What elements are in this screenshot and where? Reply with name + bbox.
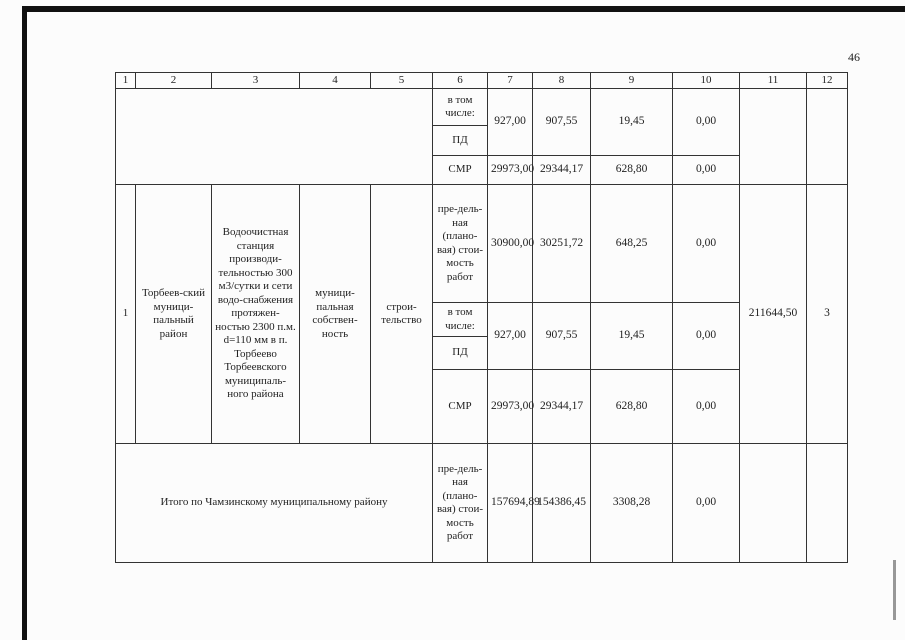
value-cell: 154386,45 — [533, 444, 591, 563]
header-cell: 7 — [488, 73, 533, 89]
header-cell: 1 — [116, 73, 136, 89]
value-cell: 29344,17 — [533, 370, 591, 444]
total-label: Итого по Чамзинскому муниципальному району — [116, 444, 433, 563]
empty-merged-cell — [116, 89, 433, 185]
total-cost-cell: 211644,50 — [740, 185, 807, 444]
scan-edge-top — [25, 6, 905, 12]
empty-cell — [807, 444, 848, 563]
value-cell: 29973,00 — [488, 156, 533, 185]
ownership-cell: муници-пальная собствен-ность — [300, 185, 371, 444]
header-cell: 9 — [591, 73, 673, 89]
total-row — [116, 444, 848, 563]
header-cell: 5 — [371, 73, 433, 89]
value-cell: 0,00 — [673, 89, 740, 156]
object-name-cell: Водоочистная станция производи-тельностью 300 м3/сутки и сети водо-снабжения протяжен-ностью 2300 п.м. d=110 мм в п. Торбеево Торбеевского муниципаль-ного района — [212, 185, 300, 444]
value-cell: 19,45 — [591, 303, 673, 370]
table-row — [116, 89, 848, 126]
header-cell: 6 — [433, 73, 488, 89]
value-cell: 648,25 — [591, 185, 673, 303]
value-cell: 0,00 — [673, 370, 740, 444]
cost-type-cell: ПД — [433, 126, 488, 156]
cost-type-cell: ПД — [433, 337, 488, 370]
value-cell: 19,45 — [591, 89, 673, 156]
value-cell: 0,00 — [673, 444, 740, 563]
header-cell: 11 — [740, 73, 807, 89]
header-cell: 3 — [212, 73, 300, 89]
page-number: 46 — [848, 50, 860, 64]
value-cell: 927,00 — [488, 89, 533, 156]
value-cell: 3308,28 — [591, 444, 673, 563]
value-cell: 30251,72 — [533, 185, 591, 303]
value-cell: 907,55 — [533, 89, 591, 156]
header-row — [116, 73, 848, 89]
empty-cell — [740, 444, 807, 563]
cost-type-cell: пре-дель-ная (плано-вая) стои-мость работ — [433, 444, 488, 563]
cost-type-cell: в том числе: — [433, 89, 488, 126]
value-cell: 0,00 — [673, 303, 740, 370]
value-cell: 29344,17 — [533, 156, 591, 185]
value-cell: 907,55 — [533, 303, 591, 370]
empty-cell — [807, 89, 848, 185]
header-cell: 10 — [673, 73, 740, 89]
empty-cell — [740, 89, 807, 185]
value-cell: 628,80 — [591, 370, 673, 444]
work-type-cell: строи-тельство — [371, 185, 433, 444]
cost-type-cell: СМР — [433, 156, 488, 185]
value-cell: 628,80 — [591, 156, 673, 185]
cost-type-cell: СМР — [433, 370, 488, 444]
header-cell: 2 — [136, 73, 212, 89]
header-cell: 8 — [533, 73, 591, 89]
cost-type-cell: в том числе: — [433, 303, 488, 337]
value-cell: 0,00 — [673, 185, 740, 303]
header-cell: 12 — [807, 73, 848, 89]
cost-type-cell: пре-дель-ная (плано-вая) стои-мость работ — [433, 185, 488, 303]
scan-edge-left — [22, 6, 27, 640]
table-row — [116, 185, 848, 303]
value-cell: 29973,00 — [488, 370, 533, 444]
value-cell: 157694,89 — [488, 444, 533, 563]
scan-edge-right — [893, 560, 896, 620]
count-cell: 3 — [807, 185, 848, 444]
row-number-cell: 1 — [116, 185, 136, 444]
value-cell: 927,00 — [488, 303, 533, 370]
header-cell: 4 — [300, 73, 371, 89]
value-cell: 0,00 — [673, 156, 740, 185]
district-cell: Торбеев-ский муници-пальный район — [136, 185, 212, 444]
data-table — [115, 72, 848, 563]
value-cell: 30900,00 — [488, 185, 533, 303]
